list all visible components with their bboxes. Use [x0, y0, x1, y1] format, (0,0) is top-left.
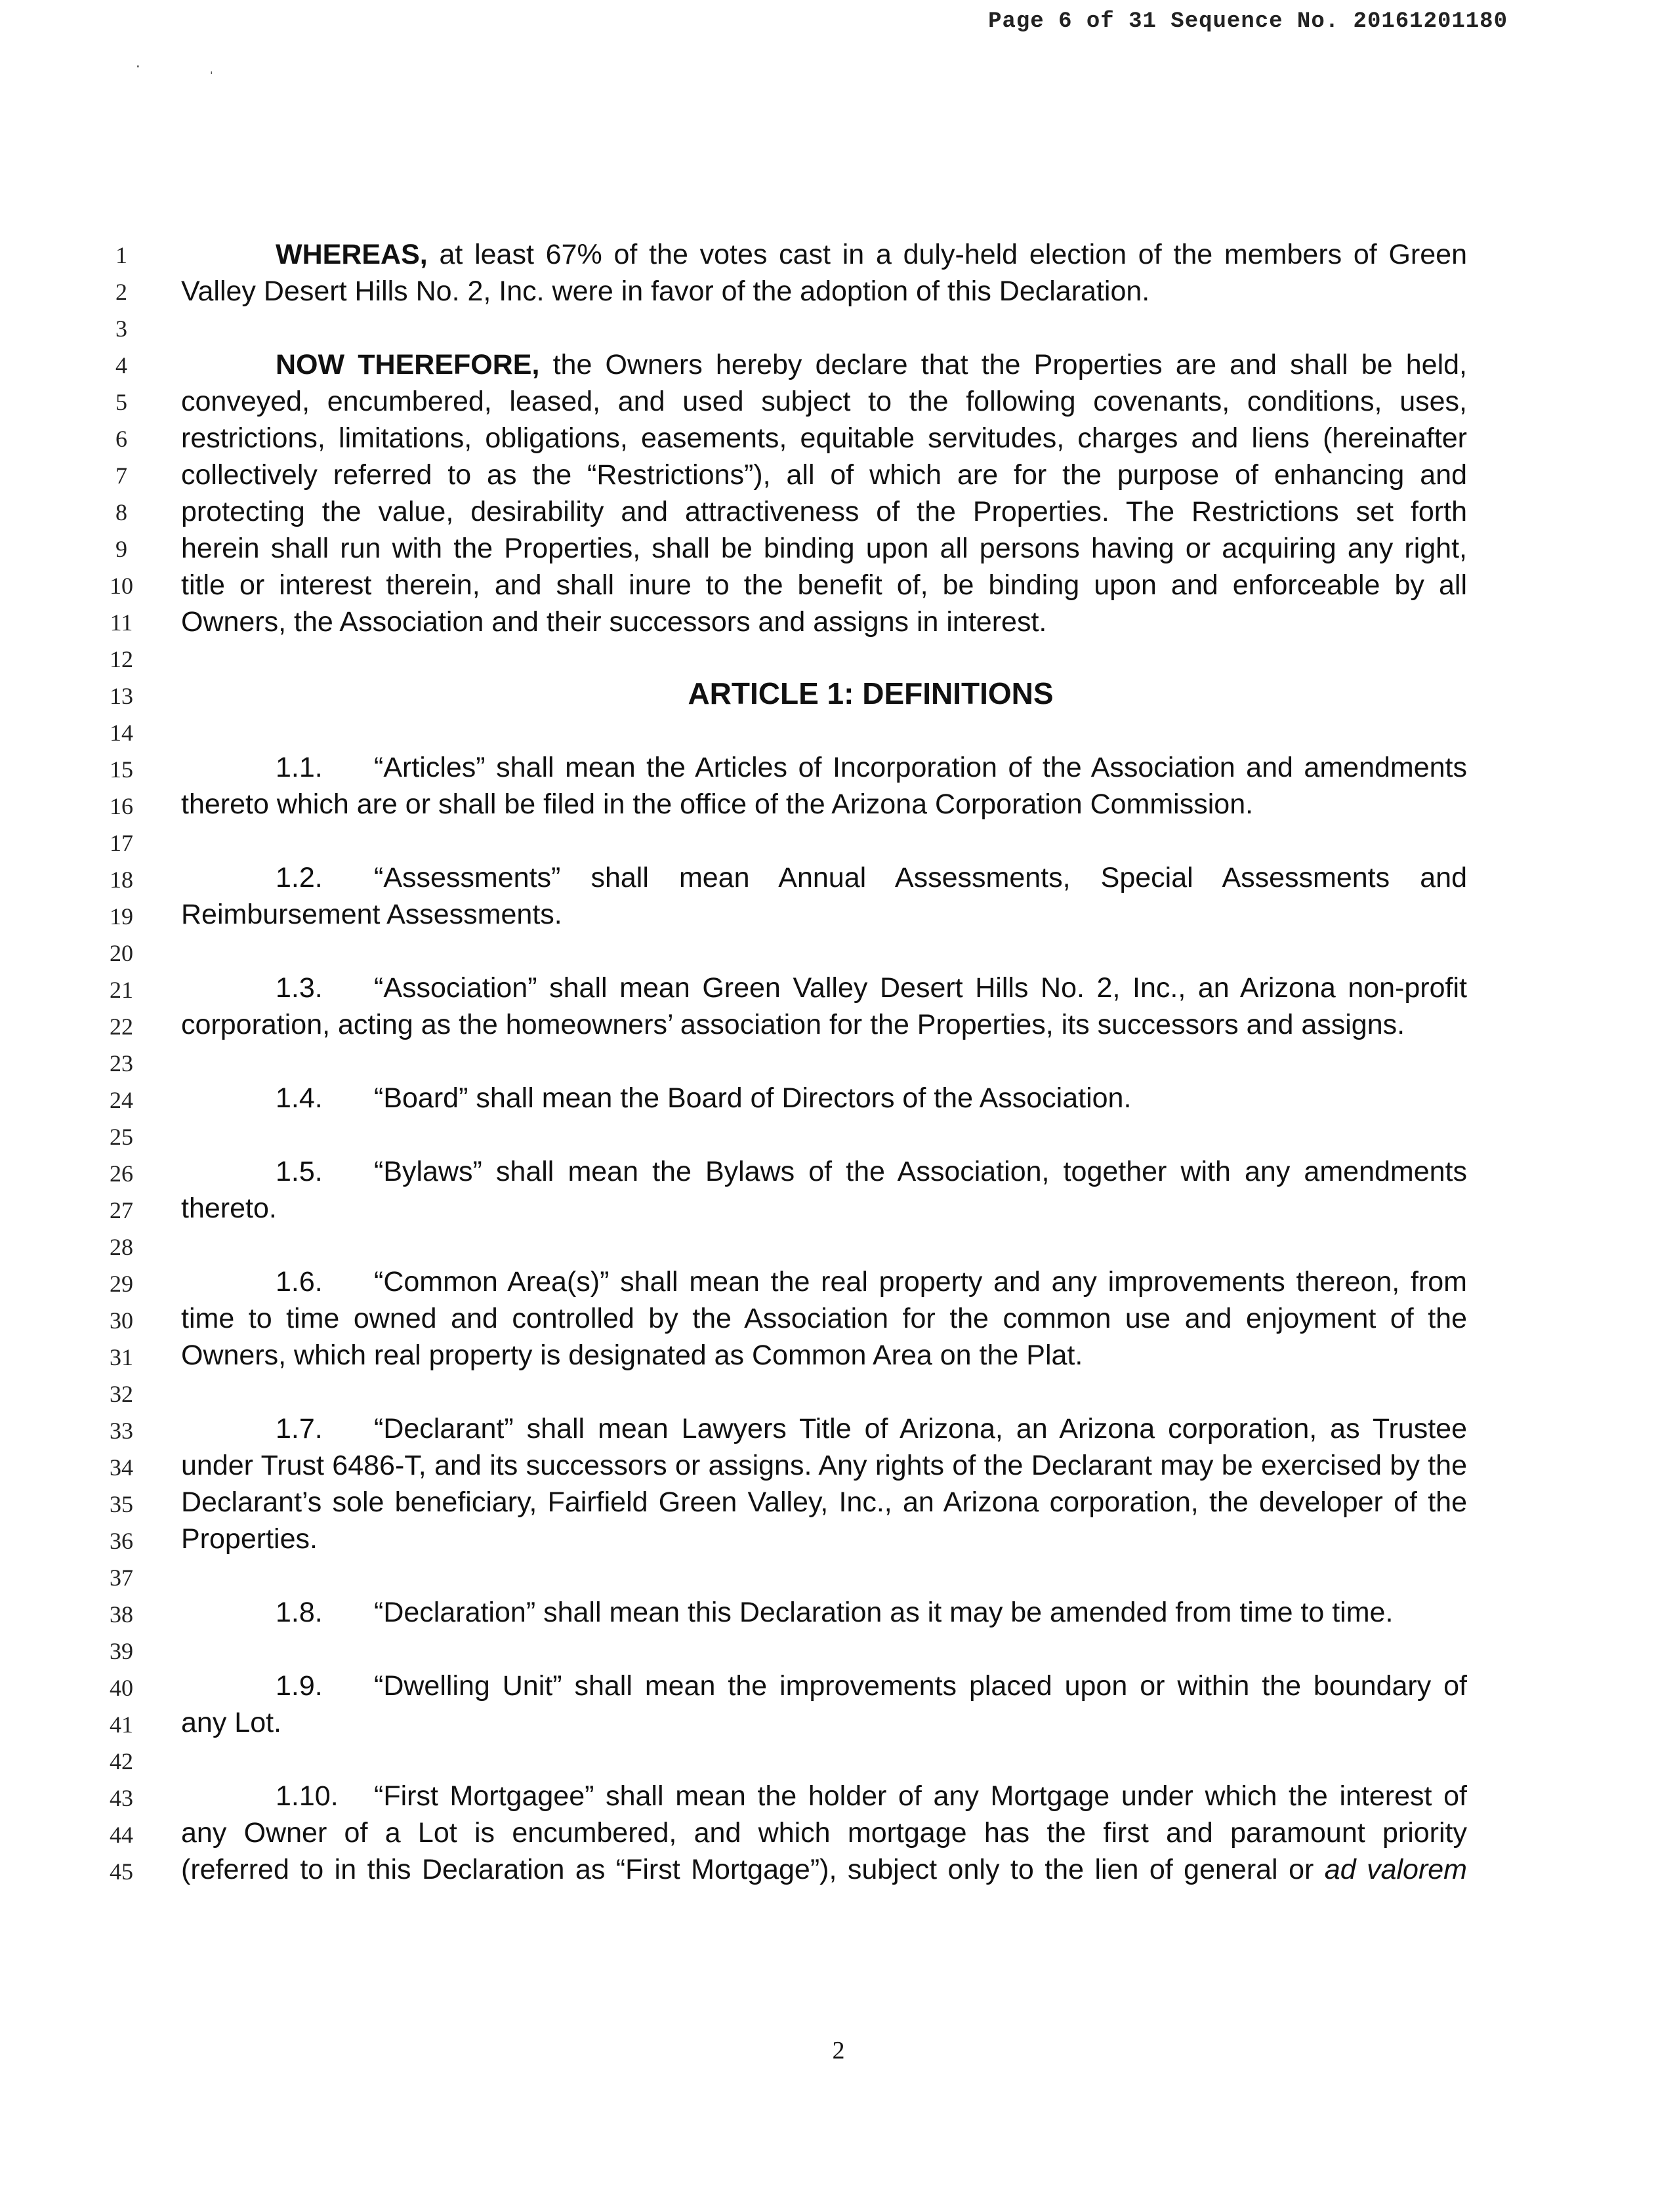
definition-number: 1.5. — [276, 1156, 323, 1187]
line-number: 24 — [110, 1087, 133, 1113]
line-number: 12 — [110, 646, 133, 672]
definition-number: 1.4. — [276, 1082, 323, 1114]
line-number: 25 — [110, 1124, 133, 1150]
definition-1-7: 1.7. “Declarant” shall mean Lawyers Title of Arizona, an Arizona corporation, as Trustee — [276, 1413, 1467, 1444]
definition-number: 1.9. — [276, 1670, 323, 1702]
line-number: 30 — [110, 1307, 133, 1334]
now-therefore-lead: NOW THEREFORE, — [276, 349, 540, 380]
line-number: 35 — [110, 1491, 133, 1517]
line-number: 1 — [115, 242, 127, 268]
definition-1-3: 1.3. “Association” shall mean Green Valley Desert Hills No. 2, Inc., an Arizona non-profit — [276, 972, 1467, 1004]
now-therefore-line: conveyed, encumbered, leased, and used subject to the following covenants, conditions, uses, — [181, 386, 1467, 417]
line-number: 11 — [110, 609, 133, 636]
line-number: 37 — [110, 1565, 133, 1591]
now-therefore-line: title or interest therein, and shall inure to the benefit of, be binding upon and enforceable by all — [181, 569, 1467, 601]
definition-continuation: Properties. — [181, 1523, 318, 1555]
line-number: 20 — [110, 940, 133, 966]
definition-continuation: (referred to in this Declaration as “First Mortgage”), subject only to the lien of general or ad valorem — [181, 1854, 1468, 1885]
line-number: 10 — [110, 573, 133, 599]
line-number: 3 — [115, 316, 127, 342]
definition-1-8: 1.8. “Declaration” shall mean this Declaration as it may be amended from time to time. — [276, 1597, 1394, 1628]
definition-number: 1.3. — [276, 972, 323, 1004]
line-number: 5 — [115, 389, 127, 415]
definition-continuation: time to time owned and controlled by the Association for the common use and enjoyment of the — [181, 1303, 1467, 1334]
line-number: 43 — [110, 1785, 133, 1811]
definition-number: 1.10. — [276, 1780, 339, 1812]
definition-1-10: 1.10. “First Mortgagee” shall mean the holder of any Mortgage under which the interest of — [276, 1780, 1467, 1812]
definition-continuation: Declarant’s sole beneficiary, Fairfield Green Valley, Inc., an Arizona corporation, the developer of the — [181, 1486, 1467, 1518]
line-number: 7 — [115, 462, 127, 489]
now-therefore-line: restrictions, limitations, obligations, easements, equitable servitudes, charges and liens (hereinafter — [181, 422, 1467, 454]
line-number: 21 — [110, 977, 133, 1003]
definition-continuation: corporation, acting as the homeowners’ association for the Properties, its successors and assigns. — [181, 1009, 1405, 1040]
now-therefore-line-1: NOW THEREFORE, the Owners hereby declare that the Properties are and shall be held, — [276, 349, 1467, 380]
line-number: 15 — [110, 756, 133, 783]
definition-1-9: 1.9. “Dwelling Unit” shall mean the improvements placed upon or within the boundary of — [276, 1670, 1467, 1702]
whereas-line-1: WHEREAS, at least 67% of the votes cast in a duly-held election of the members of Green — [276, 239, 1467, 270]
line-number: 45 — [110, 1858, 133, 1885]
definition-continuation: thereto which are or shall be filed in the office of the Arizona Corporation Commission. — [181, 789, 1254, 820]
article-heading: ARTICLE 1: DEFINITIONS — [688, 676, 1054, 710]
line-number: 28 — [110, 1234, 133, 1260]
line-number: 18 — [110, 867, 133, 893]
definition-continuation: any Lot. — [181, 1707, 281, 1738]
now-therefore-line: protecting the value, desirability and attractiveness of the Properties. The Restrictions set forth — [181, 496, 1467, 527]
definition-number: 1.6. — [276, 1266, 323, 1298]
line-number: 27 — [110, 1197, 133, 1223]
definition-number: 1.2. — [276, 862, 323, 893]
line-number: 19 — [110, 903, 133, 930]
line-number: 40 — [110, 1675, 133, 1701]
now-therefore-line: collectively referred to as the “Restrictions”), all of which are for the purpose of enhancing and — [181, 459, 1467, 491]
definition-continuation: thereto. — [181, 1193, 277, 1224]
definition-number: 1.1. — [276, 752, 323, 783]
line-number: 41 — [110, 1711, 133, 1738]
italic-phrase: ad valorem — [1324, 1854, 1468, 1885]
line-number: 13 — [110, 683, 133, 709]
definition-1-5: 1.5. “Bylaws” shall mean the Bylaws of the Association, together with any amendments — [276, 1156, 1467, 1187]
page-header: Page 6 of 31 Sequence No. 20161201180 — [988, 9, 1508, 34]
line-number: 29 — [110, 1271, 133, 1297]
line-number: 36 — [110, 1528, 133, 1554]
definition-continuation: Reimbursement Assessments. — [181, 899, 562, 930]
line-number: 9 — [115, 536, 127, 562]
definition-number: 1.7. — [276, 1413, 323, 1444]
line-number: 14 — [110, 720, 133, 746]
definition-continuation: Owners, which real property is designated as Common Area on the Plat. — [181, 1340, 1083, 1371]
line-number: 2 — [115, 279, 127, 305]
line-number: 8 — [115, 499, 127, 525]
line-number: 38 — [110, 1601, 133, 1628]
line-number: 6 — [115, 426, 127, 452]
line-number: 44 — [110, 1822, 133, 1848]
definition-continuation: any Owner of a Lot is encumbered, and which mortgage has the first and paramount priority — [181, 1817, 1467, 1849]
line-number: 32 — [110, 1381, 133, 1407]
definition-number: 1.8. — [276, 1597, 323, 1628]
line-number: 23 — [110, 1050, 133, 1076]
definition-1-4: 1.4. “Board” shall mean the Board of Directors of the Association. — [276, 1082, 1132, 1114]
now-therefore-line: herein shall run with the Properties, shall be binding upon all persons having or acquiring any right, — [181, 533, 1467, 564]
whereas-line-2: Valley Desert Hills No. 2, Inc. were in favor of the adoption of this Declaration. — [181, 276, 1150, 307]
scan-specks: · ˌ — [135, 55, 215, 75]
line-number: 34 — [110, 1454, 133, 1481]
line-number: 16 — [110, 793, 133, 819]
line-number: 39 — [110, 1638, 133, 1664]
line-number: 26 — [110, 1160, 133, 1187]
whereas-lead: WHEREAS, — [276, 239, 428, 270]
line-number: 42 — [110, 1748, 133, 1774]
line-number: 22 — [110, 1014, 133, 1040]
line-number: 33 — [110, 1418, 133, 1444]
definition-1-2: 1.2. “Assessments” shall mean Annual Assessments, Special Assessments and — [276, 862, 1467, 893]
definition-continuation: under Trust 6486-T, and its successors or assigns. Any rights of the Declarant may be exercised by the — [181, 1450, 1467, 1481]
line-number: 17 — [110, 830, 133, 856]
page-number: 2 — [832, 2037, 845, 2064]
now-therefore-line: Owners, the Association and their successors and assigns in interest. — [181, 606, 1047, 638]
line-number: 31 — [110, 1344, 133, 1370]
line-number: 4 — [115, 352, 127, 379]
definition-1-1: 1.1. “Articles” shall mean the Articles of Incorporation of the Association and amendments — [276, 752, 1467, 783]
definition-1-6: 1.6. “Common Area(s)” shall mean the real property and any improvements thereon, from — [276, 1266, 1467, 1298]
